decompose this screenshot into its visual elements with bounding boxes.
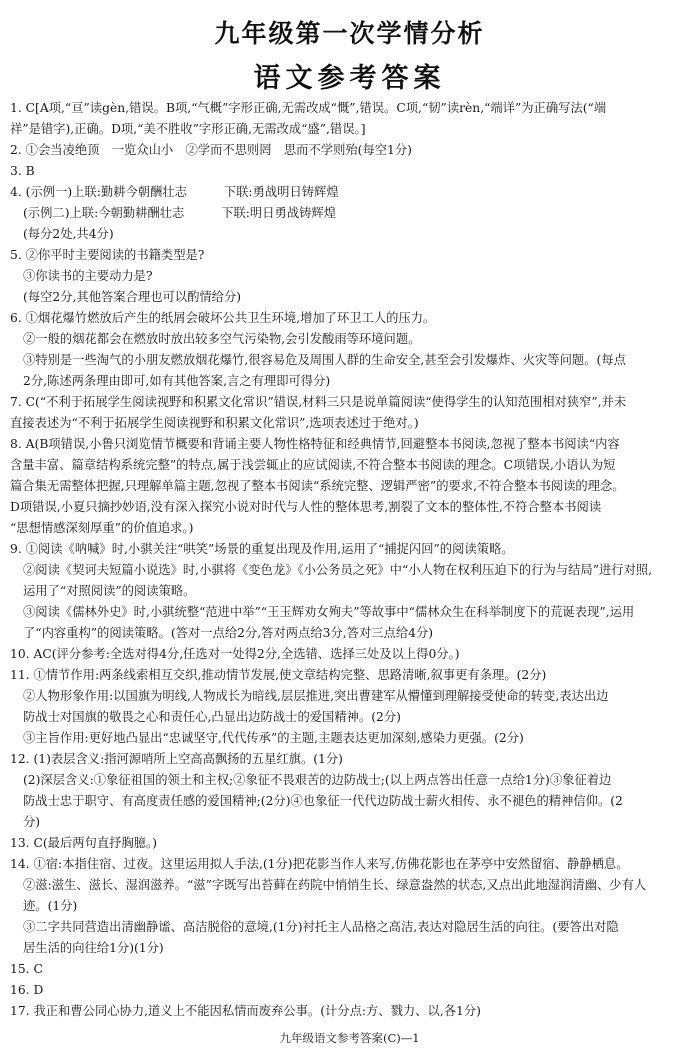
- answer-line: D项错误,小夏只摘抄妙语,没有深入探究小说对时代与人性的整体思考,割裂了文本的整体性,不符合整本书阅读: [10, 500, 602, 514]
- answer-line: 直接表述为“不利于拓展学生阅读视野和积累文化常识”,选项表述过于绝对。): [10, 416, 419, 430]
- answer-line: (每分2处,共4分): [23, 227, 114, 241]
- answer-line: 5. ②你平时主要阅读的书籍类型是?: [10, 248, 205, 262]
- answer-line: ②阅读《契诃夫短篇小说选》时,小骐将《变色龙》《小公务员之死》中“小人物在权利压迫下的行为与结局”进行对照,: [23, 563, 653, 577]
- answer-line: 16. D: [10, 983, 44, 997]
- answer-line: 运用了“对照阅读”的阅读策略。: [23, 584, 196, 598]
- answer-line: ②一般的烟花都会在燃放时放出较多空气污染物,会引发酸雨等环境问题。: [23, 332, 421, 346]
- answer-line: ②滋:滋生、滋长、湿润滋养。“滋”字既写出苔藓在药院中悄悄生长、绿意盎然的状态,又点出此地湿润清幽、少有人: [23, 878, 647, 892]
- answer-line: 篇合集无需整体把握,只理解单篇主题,忽视了整本书阅读“系统完整、逻辑严密”的要求,不符合整本书阅读的理念。: [10, 479, 625, 493]
- answer-line: 迹。(1分): [23, 899, 78, 913]
- answer-line: (每空2分,其他答案合理也可以酌情给分): [23, 290, 242, 304]
- page-title: 九年级第一次学情分析: [214, 19, 485, 48]
- answer-line: 17. 我正和曹公同心协力,道义上不能因私情而废弃公事。(计分点:方、戮力、以,各1分): [10, 1004, 481, 1018]
- answer-line: 13. C(最后两句直抒胸臆。): [10, 836, 157, 850]
- answer-line: “思想情感深刻厚重”的价值追求。): [10, 521, 194, 535]
- answer-line: 了“内容重构”的阅读策略。(答对一点给2分,答对两点给3分,答对三点给4分): [23, 626, 434, 640]
- answer-line: (2)深层含义:①象征祖国的领土和主权;②象征不畏艰苦的边防战士;(以上两点答出任意一点给1分)③象征着边: [23, 773, 612, 787]
- answer-line: 1. C[A项,“亘”读gèn,错误。B项,“气概”字形正确,无需改成“慨”,错误。C项,“韧”读rèn,“端详”为正确写法(“端: [10, 101, 607, 115]
- answer-line: 14. ①宿:本指住宿、过夜。这里运用拟人手法,(1分)把花影当作人来写,仿佛花影也在茅亭中安然留宿、静静栖息。: [10, 857, 629, 871]
- answer-line: 7. C(“不利于拓展学生阅读视野和积累文化常识”错误,材料三只是说单篇阅读“使得学生的认知范围相对狭窄”,并未: [10, 395, 627, 409]
- answer-line: ③二字共同营造出清幽静谧、高洁脱俗的意境,(1分)衬托主人品格之高洁,表达对隐居生活的向往。(要答出对隐: [23, 920, 619, 934]
- answer-line: 居生活的向往给1分)(1分): [23, 941, 164, 955]
- answer-line: ③你读书的主要动力是?: [23, 269, 153, 283]
- answer-line: 11. ①情节作用:两条线索相互交织,推动情节发展,使文章结构完整、思路清晰,叙事更有条理。(2分): [10, 668, 547, 682]
- answer-list: [10, 98, 690, 1022]
- answer-line: 12. (1)表层含义:指河源哨所上空高高飘扬的五星红旗。(1分): [10, 752, 343, 766]
- answer-line: 防战士对国旗的敬畏之心和责任心,凸显出边防战士的爱国精神。(2分): [23, 710, 401, 724]
- answer-line: 祥”是错字),正确。D项,“美不胜收”字形正确,无需改成“盛”,错误。]: [10, 122, 366, 136]
- answer-line: ③阅读《儒林外史》时,小骐统整“范进中举”“王玉辉劝女殉夫”等故事中“儒林众生在科举制度下的荒诞表现”,运用: [23, 605, 635, 619]
- answer-line: (示例二)上联:今朝勤耕酬壮志 下联:明日勇战铸辉煌: [23, 206, 337, 220]
- answer-line: 3. B: [10, 164, 35, 178]
- answer-line: ③特别是一些淘气的小朋友燃放烟花爆竹,很容易危及周围人群的生命安全,甚至会引发爆炸、火灾等问题。(每点: [23, 353, 626, 367]
- answer-line: 10. AC(评分参考:全选对得4分,任选对一处得2分,全选错、选择三处及以上得0分。): [10, 647, 460, 661]
- answer-line: 2分,陈述两条理由即可,如有其他答案,言之有理即可得分): [23, 374, 331, 388]
- answer-line: ③主旨作用:更好地凸显出“忠诚坚守,代代传承”的主题,主题表达更加深刻,感染力更强。(2分): [23, 731, 524, 745]
- answer-line: 2. ①会当凌绝顶 一览众山小 ②学而不思则罔 思而不学则殆(每空1分): [10, 143, 412, 157]
- answer-line: 含量丰富、篇章结构系统完整”的特点,属于浅尝辄止的应试阅读,不符合整本书阅读的理念。C项错误,小语认为短: [10, 458, 616, 472]
- answer-line: 8. A(B项错误,小鲁只浏览情节概要和背诵主要人物性格特征和经典情节,回避整本书阅读,忽视了整本书阅读“内容: [10, 437, 620, 451]
- answer-line: ②人物形象作用:以国旗为明线,人物成长为暗线,层层推进,突出曹建军从懵懂到理解接受使命的转变,表达出边: [23, 689, 609, 703]
- answer-line: 分): [23, 815, 41, 829]
- page-footer: 九年级语文参考答案(C)—1: [279, 1031, 420, 1045]
- answer-line: 15. C: [10, 962, 43, 976]
- answer-line: 6. ①烟花爆竹燃放后产生的纸屑会破坏公共卫生环境,增加了环卫工人的压力。: [10, 311, 436, 325]
- page-subtitle: 语文参考答案: [253, 63, 446, 94]
- answer-line: 9. ①阅读《呐喊》时,小骐关注“哄笑”场景的重复出现及作用,运用了“捕捉闪回”的阅读策略。: [10, 542, 514, 556]
- answer-line: 4. (示例一)上联:勤耕今朝酬壮志 下联:勇战明日铸辉煌: [10, 185, 339, 199]
- answer-line: 防战士忠于职守、有高度责任感的爱国精神;(2分)④也象征一代代边防战士薪火相传、永不褪色的精神信仰。(2: [23, 794, 623, 808]
